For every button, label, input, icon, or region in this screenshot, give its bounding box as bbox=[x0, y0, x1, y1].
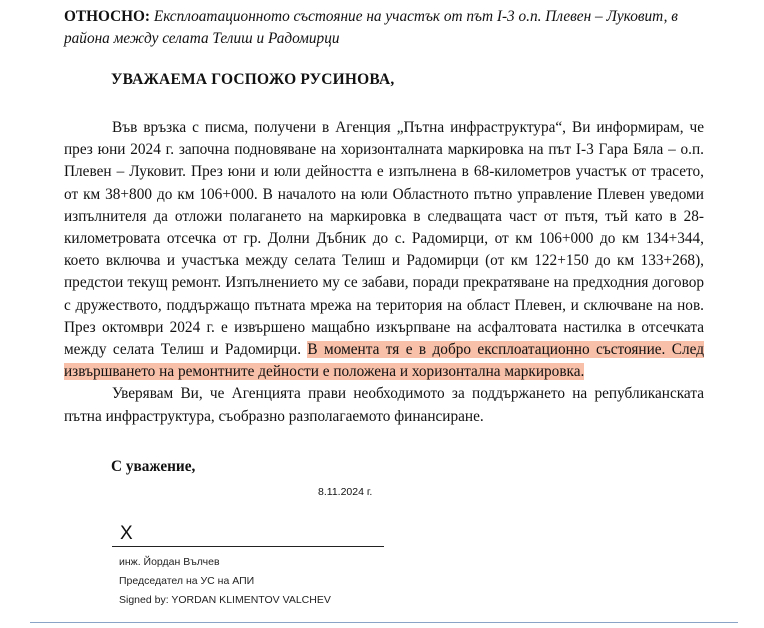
closing: С уважение, bbox=[111, 458, 196, 475]
subject-label: ОТНОСНО: bbox=[64, 8, 151, 25]
signature-mark: X bbox=[120, 523, 133, 544]
signature-date: 8.11.2024 г. bbox=[318, 486, 373, 498]
signer-name: инж. Йордан Вълчев bbox=[119, 556, 220, 568]
letter-body bbox=[64, 117, 704, 428]
paragraph-1-text: Във връзка с писма, получени в Агенция „Пътна инфраструктура“, Ви информирам, че през юни 2024 г. започна подновяване на хоризонталната маркировка на път I-3 Гара Бяла – о.п. Плевен – Луковит. През юни и юли дейността е изпълнена в 68-километров участък от трасето, от км 38+800 до км 106+000. В началото на юли Областното пътно управление Плевен уведоми изпълнителя да отложи полагането на маркировка в следващата част от пътя, тъй като в 28-километровата отсечка от гр. Долни Дъбник до с. Радомирци, от км 106+000 до км 134+344, което включва и участъка между селата Телиш и Радомирци (от км 122+150 до км 133+268), предстои текущ ремонт. Изпълнението му се забави, поради прекратяване на предходния договор с дружеството, поддържащо пътната мрежа на територия на област Плевен, и сключване на нов. През октомври 2024 г. е извършено мащабно изкърпване на асфалтовата настилка в отсечката между селата Телиш и Радомирци. bbox=[64, 119, 704, 359]
paragraph-1 bbox=[64, 117, 704, 383]
page-bottom-rule bbox=[30, 622, 738, 623]
highlighted-text: В момента тя е в добро експлоатационно състояние. След извършването на ремонтните дейности е положена и хоризонтална маркировка. bbox=[64, 341, 704, 381]
signer-position: Председател на УС на АПИ bbox=[119, 575, 255, 587]
subject-line bbox=[64, 6, 704, 50]
signed-by: Signed by: YORDAN KLIMENTOV VALCHEV bbox=[119, 594, 331, 606]
paragraph-2: Уверявам Ви, че Агенцията прави необходимото за поддържането на републиканската пътна инфраструктура, съобразно разполагаемото финансиране. bbox=[64, 385, 704, 425]
subject-text: Експлоатационното състояние на участък от път I-3 о.п. Плевен – Луковит, в района между селата Телиш и Радомирци bbox=[64, 8, 678, 47]
signature-line bbox=[112, 546, 384, 547]
greeting: УВАЖАЕМА ГОСПОЖО РУСИНОВА, bbox=[111, 71, 395, 88]
